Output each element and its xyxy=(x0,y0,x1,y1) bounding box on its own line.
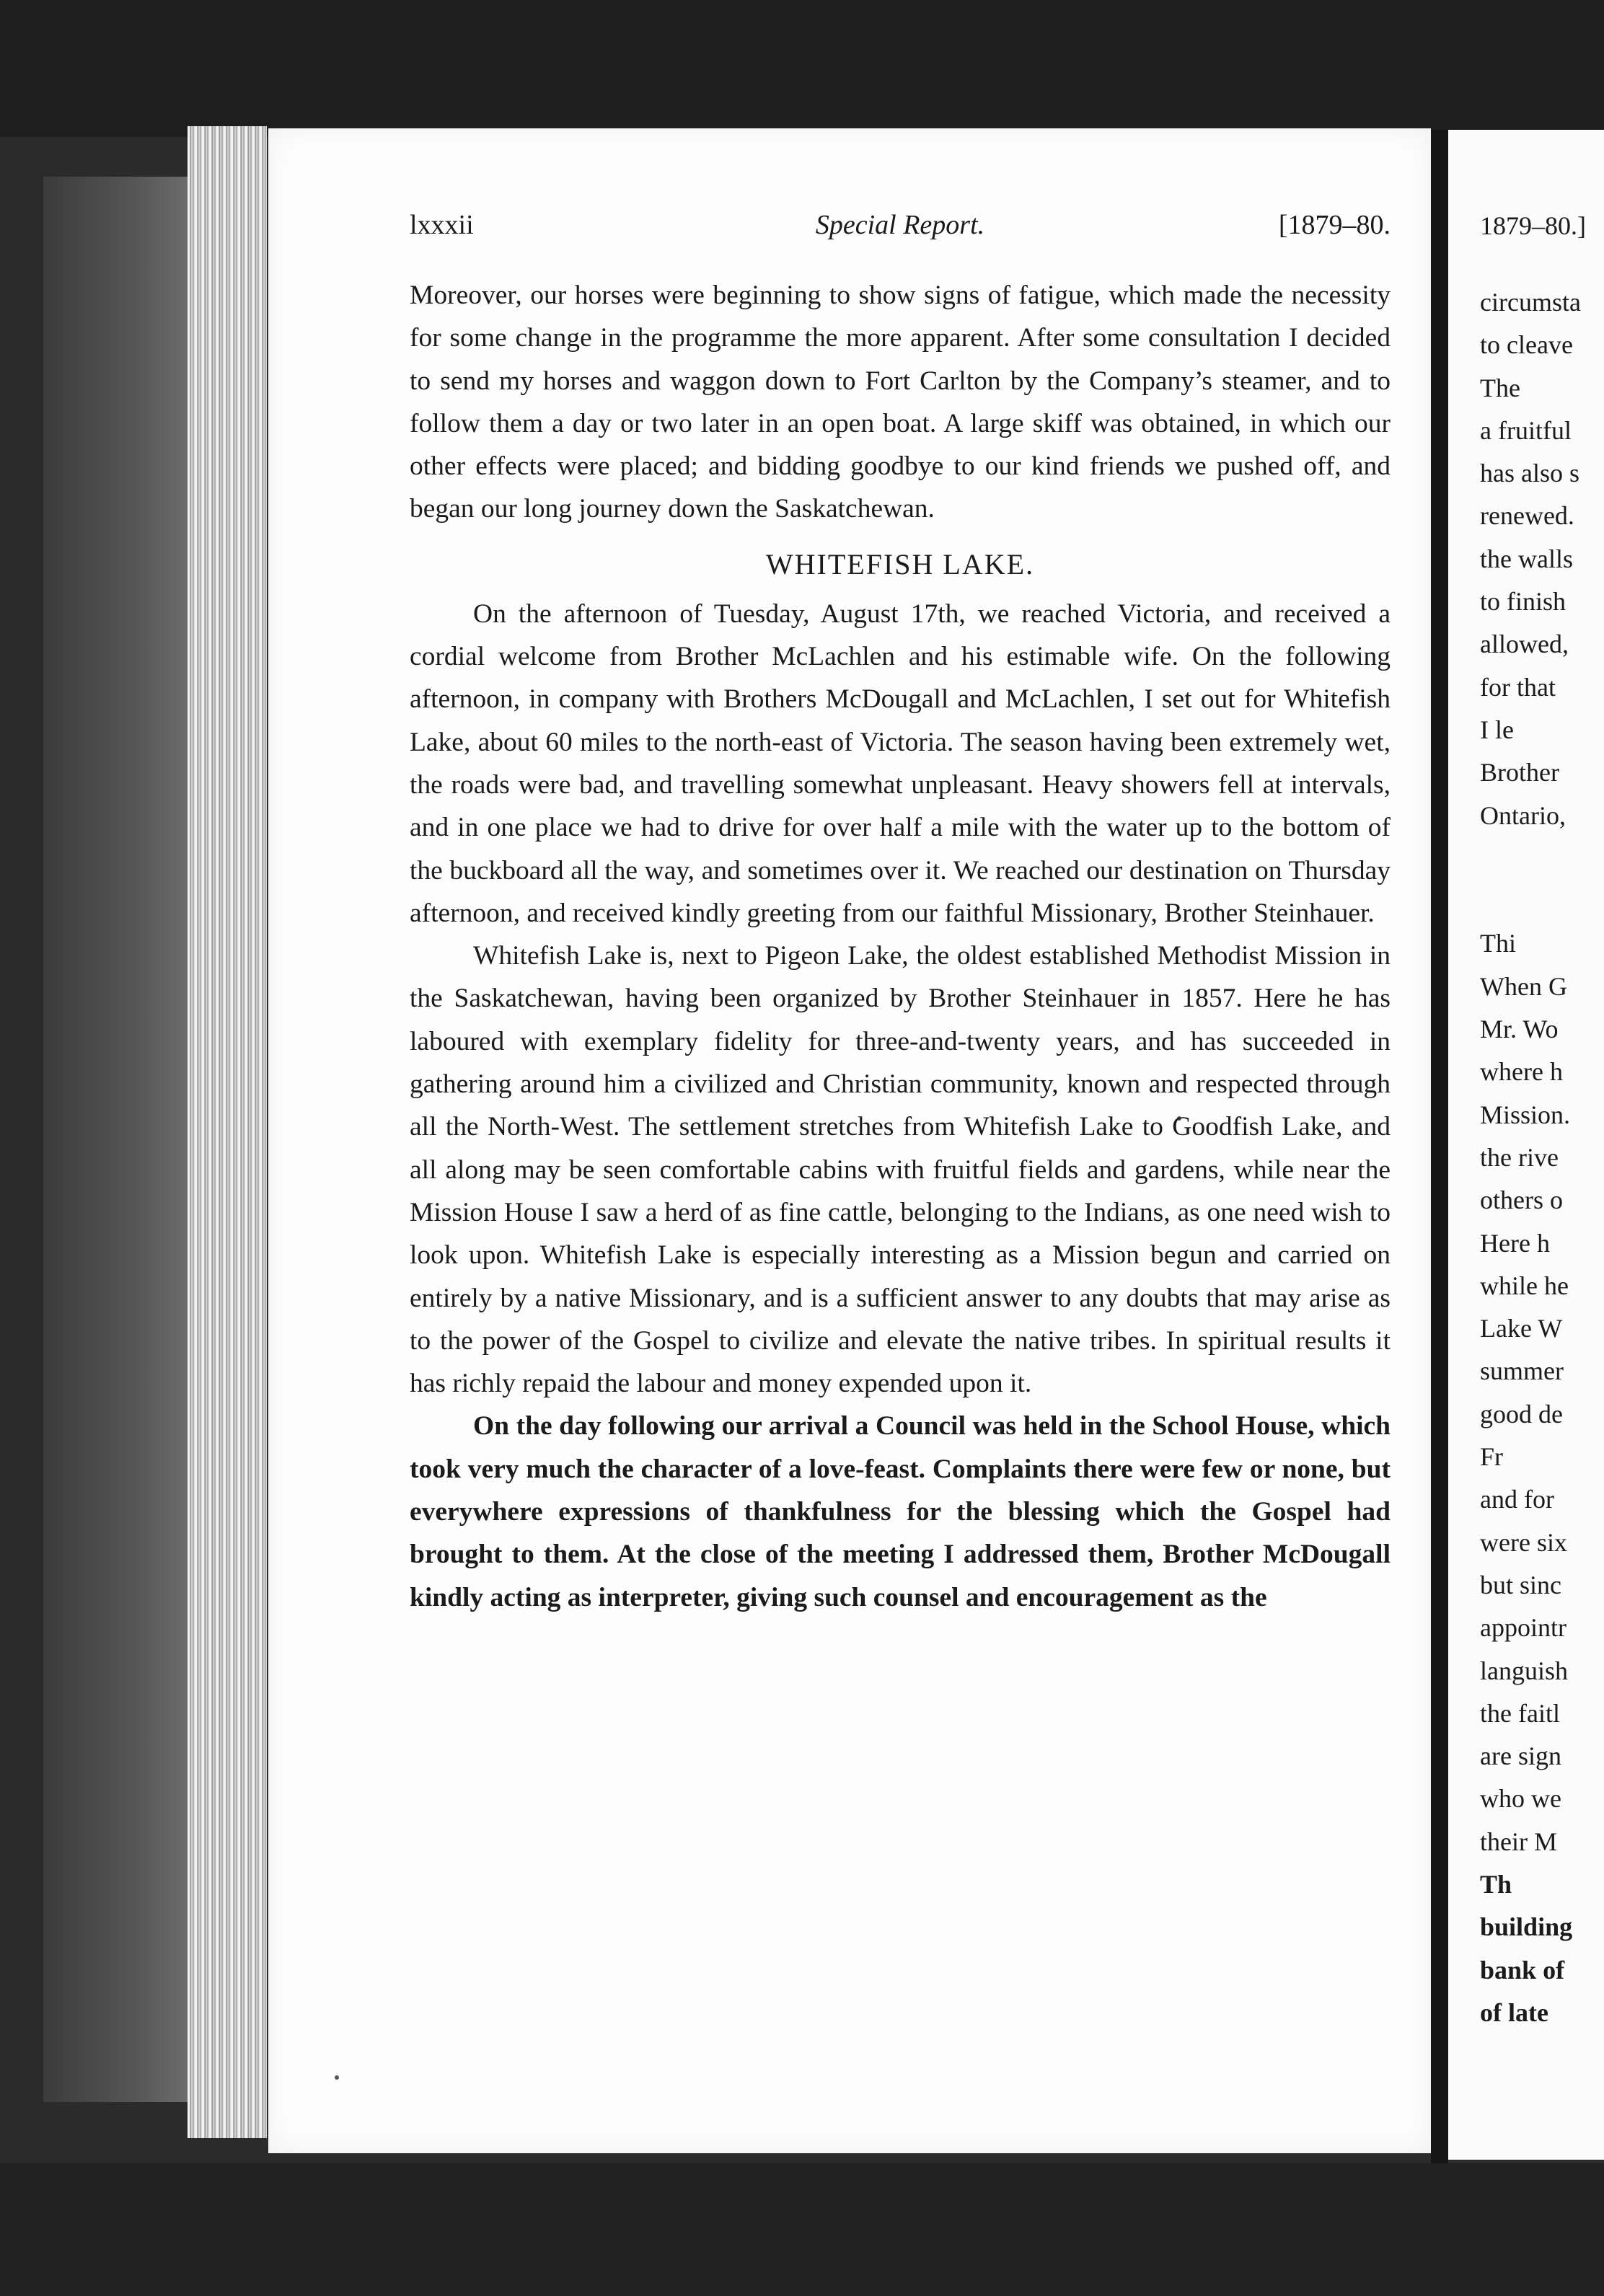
page-number: lxxxii xyxy=(410,210,474,240)
text-line: where h xyxy=(1480,1057,1563,1087)
text-line: were six xyxy=(1480,1527,1567,1557)
text-line: but sinc xyxy=(1480,1570,1561,1599)
book-cover-edge xyxy=(43,177,191,2102)
paragraph: On the day following our arrival a Council was held in the School House, which took very much the character of a love-feast. Complaints there were few or none, but everywhere expressions of thankfulness for the blessing which the Gospel had brought to them. At the close of the meeting I addressed them, Brother McDougall kindly acting as interpreter, giving such counsel and encouragement as the xyxy=(410,1411,1391,1612)
header-year: [1879–80. xyxy=(1278,210,1391,240)
text-line: Fr xyxy=(1480,1442,1504,1472)
text-line: When G xyxy=(1480,971,1567,1001)
page-stack-edge xyxy=(188,126,267,2138)
text-line: Lake W xyxy=(1480,1314,1563,1343)
text-line: allowed, xyxy=(1480,630,1569,659)
text-line: the rive xyxy=(1480,1142,1559,1172)
right-page xyxy=(1448,130,1604,2160)
text-line: Th xyxy=(1480,1869,1512,1899)
paragraph: On the afternoon of Tuesday, August 17th, we reached Victoria, and received a cordial welcome from Brother McLachlen and his estimable wife. On the following afternoon, in company with Brothers McDougall and McLachlen, I set out for Whitefish Lake, about 60 miles to the north-east of Victoria. The season having been extremely wet, the roads were bad, and travelling somewhat unpleasant. Heavy showers fell at intervals, and in one place we had to drive for over half a mile with the water up to the bottom of the buckboard all the way, and sometimes over it. We reached our destination on Thursday afternoon, and received kindly greeting from our faithful Missionary, Brother Steinhauer. xyxy=(410,599,1391,928)
text-line: appointr xyxy=(1480,1613,1566,1643)
text-line: Brother xyxy=(1480,758,1559,787)
scan-background-bottom xyxy=(0,2163,1604,2296)
text-line: of late xyxy=(1480,1997,1548,2027)
text-line: are sign xyxy=(1480,1741,1561,1771)
text-line: others o xyxy=(1480,1185,1563,1215)
text-line: languish xyxy=(1480,1656,1568,1685)
running-title: Special Report. xyxy=(815,210,985,240)
text-line: building xyxy=(1480,1912,1573,1942)
text-line: the faitl xyxy=(1480,1698,1560,1728)
scan-background-top xyxy=(0,0,1604,137)
text-line: Mr. Wo xyxy=(1480,1015,1559,1044)
text-line: circumsta xyxy=(1480,288,1581,317)
text-line: summer xyxy=(1480,1356,1564,1386)
ink-speck xyxy=(335,2075,339,2080)
paragraph: Whitefish Lake is, next to Pigeon Lake, the oldest established Methodist Mission in the Saskatchewan, having been organized by Brother Steinhauer in 1857. Here he has laboured with exemplary fidelity for three-and-twenty years, and has succeeded in gathering around him a civilized and Christian community, known and respected through all the North-West. The settlement stretches from Whitefish Lake to Goodfish Lake, and all along may be seen comfortable cabins with fruitful fields and gardens, while near the Mission House I saw a herd of as fine cattle, belonging to the Indians, as one need wish to look upon. Whitefish Lake is especially interesting as a Mission begun and carried on entirely by a native Missionary, and is a sufficient answer to any doubts that may arise as to the power of the Gospel to civilize and elevate the native tribes. In spiritual results it has richly repaid the labour and money expended upon it. xyxy=(410,941,1391,1399)
text-line: renewed. xyxy=(1480,501,1574,531)
text-line: the walls xyxy=(1480,544,1573,573)
text-line: to cleave xyxy=(1480,330,1573,360)
text-line: a fruitful xyxy=(1480,415,1572,445)
text-line: to finish xyxy=(1480,587,1566,617)
text-line xyxy=(1480,837,1581,880)
text-line: Mission. xyxy=(1480,1100,1571,1129)
right-page-text xyxy=(1480,281,1581,2034)
text-line: and for xyxy=(1480,1485,1554,1514)
text-line: I le xyxy=(1480,715,1514,744)
page-body xyxy=(410,274,1391,1619)
text-line: their M xyxy=(1480,1827,1557,1856)
text-line: bank of xyxy=(1480,1955,1565,1984)
text-line: good de xyxy=(1480,1399,1563,1429)
text-line: The xyxy=(1480,373,1520,402)
text-line: has also s xyxy=(1480,459,1579,488)
text-line: while he xyxy=(1480,1271,1569,1300)
page-header xyxy=(410,209,1391,252)
text-line: Ontario, xyxy=(1480,800,1566,830)
text-line: Here h xyxy=(1480,1228,1550,1258)
text-line: for that xyxy=(1480,672,1556,702)
right-page-header: 1879–80.] xyxy=(1480,211,1586,240)
section-heading: WHITEFISH LAKE. xyxy=(765,547,1035,580)
text-line xyxy=(1480,880,1581,922)
text-line: Thi xyxy=(1480,929,1516,958)
text-line: who we xyxy=(1480,1784,1561,1814)
book-gutter xyxy=(1431,130,1448,2163)
paragraph: Moreover, our horses were beginning to show signs of fatigue, which made the necessity for some change in the programme the more apparent. After some consultation I decided to send my horses and waggon down to Fort Carlton by the Company’s steamer, and to follow them a day or two later in an open boat. A large skiff was obtained, in which our other effects were placed; and bidding goodbye to our kind friends we pushed off, and began our long journey down the Saskatchewan. xyxy=(410,281,1391,524)
